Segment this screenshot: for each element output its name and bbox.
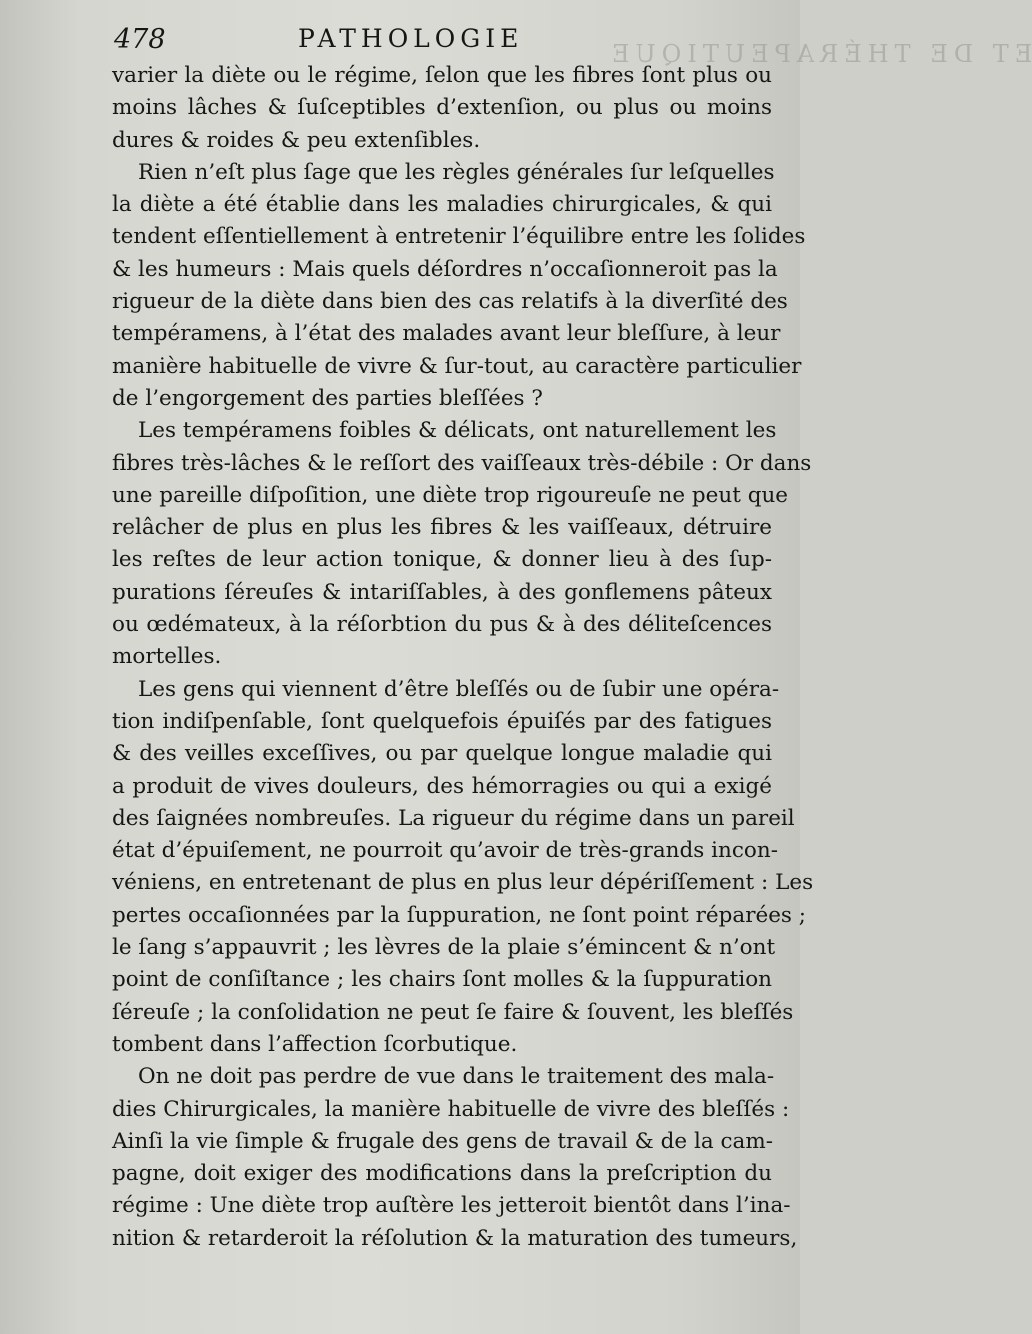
running-title: PATHOLOGIE [298, 24, 524, 53]
text-line: tendent eſſentiellement à entretenir l’équilibre entre les ſolides [112, 224, 806, 250]
text-line: Les tempéramens foibles & délicats, ont naturellement les [138, 418, 777, 444]
text-line: manière habituelle de vivre & ſur-tout, au caractère particulier [112, 353, 802, 379]
text-line: tion indiſpenſable, ſont quelquefois épuiſés par des fatigues [112, 708, 772, 734]
paragraph [112, 60, 772, 157]
paragraph [112, 1061, 798, 1255]
page-header [112, 24, 772, 58]
text-line: On ne doit pas perdre de vue dans le traitement des mala- [138, 1064, 775, 1090]
text-line: moins lâches & ſuſceptibles d’extenſion, ou plus ou moins [112, 95, 772, 121]
text-line: & les humeurs : Mais quels déſordres n’occaſionneroit pas la [112, 256, 778, 282]
text-line: dures & roides & peu extenſibles. [112, 127, 481, 153]
text-line: Les gens qui viennent d’être bleſſés ou de ſubir une opéra- [138, 676, 780, 702]
text-line: le ſang s’appauvrit ; les lèvres de la plaie s’émincent & n’ont [112, 935, 776, 961]
text-line: varier la diète ou le régime, ſelon que les fibres ſont plus ou [112, 63, 772, 88]
text-line: la diète a été établie dans les maladies chirurgicales, & qui [112, 192, 772, 218]
text-line: nition & retarderoit la réſolution & la maturation des tumeurs, [112, 1225, 798, 1251]
body-text [112, 60, 814, 1255]
text-line: ou œdémateux, à la réſorbtion du pus & à des déliteſcences [112, 612, 772, 638]
text-line: pertes occaſionnées par la ſuppuration, ne ſont point réparées ; [112, 902, 807, 928]
text-line: fibres très-lâches & le reſſort des vaiſſeaux très-débile : Or dans [112, 450, 812, 476]
text-line: état d’épuiſement, ne pourroit qu’avoir de très-grands incon- [112, 838, 778, 864]
text-line: rigueur de la diète dans bien des cas relatifs à la diverſité des [112, 289, 788, 315]
text-line: régime : Une diète trop auſtère les jetteroit bientôt dans l’ina- [112, 1193, 791, 1219]
text-line: tombent dans l’affection ſcorbutique. [112, 1031, 518, 1057]
paragraph [112, 415, 812, 673]
text-line: Ainſi la vie ſimple & frugale des gens de travail & de la cam- [112, 1128, 774, 1154]
text-line: mortelles. [112, 644, 222, 670]
text-line: dies Chirurgicales, la manière habituelle de vivre des bleſſés : [112, 1096, 790, 1122]
text-line: une pareille diſpoſition, une diète trop rigoureuſe ne peut que [112, 482, 789, 508]
paragraph [112, 674, 814, 1062]
text-line: relâcher de plus en plus les fibres & les vaiſſeaux, détruire [112, 515, 772, 541]
text-line: des ſaignées nombreuſes. La rigueur du régime dans un pareil [112, 805, 795, 831]
text-line: véniens, en entretenant de plus en plus leur dépériſſement : Les [112, 870, 814, 896]
text-line: point de conſiſtance ; les chairs ſont molles & la ſuppuration [112, 967, 772, 993]
text-line: Rien n’eſt plus ſage que les règles générales ſur leſquelles [138, 159, 775, 185]
text-line: pagne, doit exiger des modifications dans la preſcription du [112, 1161, 772, 1187]
text-line: de l’engorgement des parties bleſſées ? [112, 385, 543, 411]
text-line: purations ſéreuſes & intariſſables, à des gonflemens pâteux [112, 579, 772, 605]
show-through-text: ET DE THÉRAPEUTIQUE [606, 40, 1032, 68]
text-line: a produit de vives douleurs, des hémorragies ou qui a exigé [112, 773, 772, 799]
paragraph [112, 157, 806, 415]
text-line: tempéramens, à l’état des malades avant leur bleſſure, à leur [112, 321, 781, 347]
page-number: 478 [114, 24, 166, 55]
text-line: ſéreuſe ; la conſolidation ne peut ſe faire & ſouvent, les bleſſés [112, 999, 794, 1025]
text-line: les reſtes de leur action tonique, & donner lieu à des ſup- [112, 547, 772, 573]
text-line: & des veilles exceſſives, ou par quelque longue maladie qui [112, 741, 772, 767]
